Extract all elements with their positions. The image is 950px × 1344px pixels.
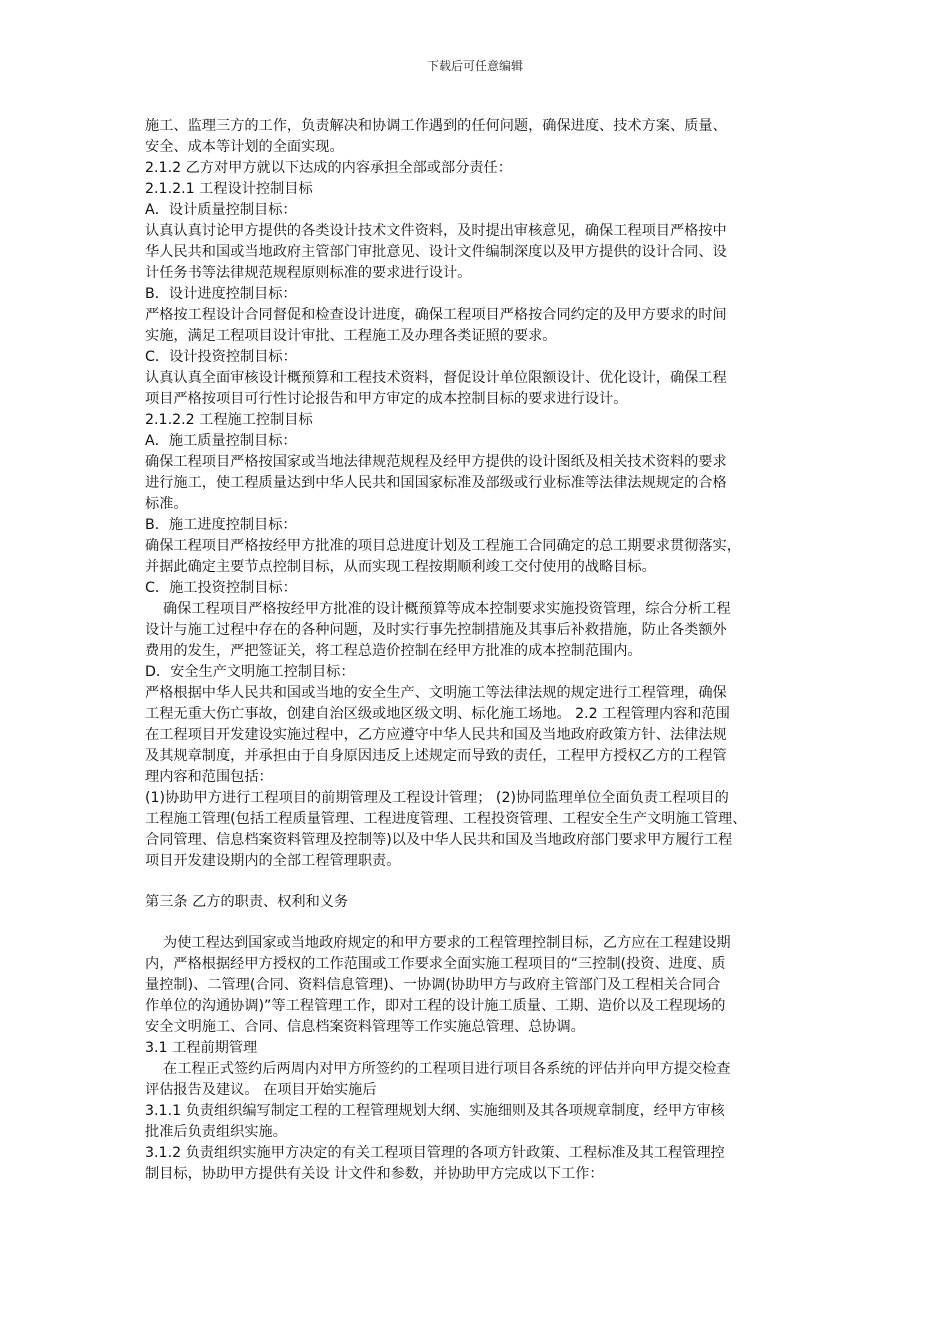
text-line: 项目严格按项目可行性讨论报告和甲方审定的成本控制目标的要求进行设计。: [145, 391, 628, 407]
text-line: 安全、成本等计划的全面实现。: [145, 139, 344, 155]
text-line: 合同管理、信息档案资料管理及控制等)以及中华人民共和国及当地政府部门要求甲方履行工程: [145, 832, 733, 848]
text-line: 工程无重大伤亡事故，创建自治区级或地区级文明、标化施工场地。 2.2 工程管理内容和范围: [145, 706, 730, 722]
text-line: 实施，满足工程项目设计审批、工程施工及办理各类证照的要求。: [145, 328, 557, 344]
text-line: 在工程项目开发建设实施过程中，乙方应遵守中华人民共和国及当地政府政策方针、法律法规: [145, 727, 727, 743]
text-line: 评估报告及建议。 在项目开始实施后: [145, 1082, 377, 1098]
text-line: 制目标，协助甲方提供有关设 计文件和参数，并协助甲方完成以下工作：: [145, 1166, 604, 1182]
text-line: 华人民共和国或当地政府主管部门审批意见、设计文件编制深度以及甲方提供的设计合同、设: [145, 244, 727, 260]
text-line: 作单位的沟通协调)”等工程管理工作，即对工程的设计施工质量、工期、造价以及工程现场的: [145, 998, 726, 1014]
text-line: 严格根据中华人民共和国或当地的安全生产、文明施工等法律法规的规定进行工程管理，确保: [145, 685, 727, 701]
text-line: 施工、监理三方的工作，负责解决和协调工作遇到的任何问题，确保进度、技术方案、质量、: [145, 118, 727, 134]
text-line: A．施工质量控制目标：: [145, 433, 297, 449]
text-line: B．设计进度控制目标：: [145, 286, 297, 302]
text-line: 2.1.2.2 工程施工控制目标: [145, 412, 313, 428]
text-line: B．施工进度控制目标：: [145, 517, 297, 533]
text-line: 计任务书等法律规范规程原则标准的要求进行设计。: [145, 265, 472, 281]
text-line: 标准。: [145, 496, 188, 512]
text-line: 2.1.2 乙方对甲方就以下达成的内容承担全部或部分责任：: [145, 160, 512, 176]
section-heading: 第三条 乙方的职责、权利和义务: [145, 894, 349, 910]
document-body: [145, 116, 817, 1185]
text-line: 项目开发建设期内的全部工程管理职责。: [145, 853, 401, 869]
text-line: 及其规章制度，并承担由于自身原因违反上述规定而导致的责任，工程甲方授权乙方的工程管: [145, 748, 727, 764]
text-line: C．施工投资控制目标：: [145, 580, 297, 596]
text-line: D．安全生产文明施工控制目标：: [145, 664, 355, 680]
text-line: 3.1.2 负责组织实施甲方决定的有关工程项目管理的各项方针政策、工程标准及其工程管理控: [145, 1145, 725, 1161]
text-line: 在工程正式签约后两周内对甲方所签约的工程项目进行项目各系统的评估并向甲方提交检查: [145, 1061, 731, 1077]
text-line: A．设计质量控制目标：: [145, 202, 297, 218]
text-line: 费用的发生，严把签证关，将工程总造价控制在经甲方批准的成本控制范围内。: [145, 643, 642, 659]
text-line: 确保工程项目严格按经甲方批准的设计概预算等成本控制要求实施投资管理，综合分析工程: [145, 601, 731, 617]
text-line: 批准后负责组织实施。: [145, 1124, 287, 1140]
text-line: 认真认真全面审核设计概预算和工程技术资料，督促设计单位限额设计、优化设计，确保工程: [145, 370, 727, 386]
text-line: 并据此确定主要节点控制目标，从而实现工程按期顺利竣工交付使用的战略目标。: [145, 559, 656, 575]
text-line: 认真认真讨论甲方提供的各类设计技术文件资料，及时提出审核意见，确保工程项目严格按中: [145, 223, 727, 239]
text-line: 2.1.2.1 工程设计控制目标: [145, 181, 313, 197]
text-line: 确保工程项目严格按经甲方批准的项目总进度计划及工程施工合同确定的总工期要求贯彻落实，: [145, 538, 741, 554]
text-line: 确保工程项目严格按国家或当地法律规范规程及经甲方提供的设计图纸及相关技术资料的要求: [145, 454, 727, 470]
text-line: 3.1.1 负责组织编写制定工程的工程管理规划大纲、实施细则及其各项规章制度，经甲方审核: [145, 1103, 725, 1119]
text-line: 量控制)、二管理(合同、资料信息管理)、一协调(协助甲方与政府主管部门及工程相关合同合: [145, 977, 721, 993]
paragraph-gap: [145, 872, 817, 892]
text-line: 内，严格根据经甲方授权的工作范围或工作要求全面实施工程项目的“三控制(投资、进度、质: [145, 956, 726, 972]
text-line: 严格按工程设计合同督促和检查设计进度，确保工程项目严格按合同约定的及甲方要求的时间: [145, 307, 727, 323]
text-line: 工程施工管理(包括工程质量管理、工程进度管理、工程投资管理、工程安全生产文明施工管理、: [145, 811, 747, 827]
text-line: (1)协助甲方进行工程项目的前期管理及工程设计管理； (2)协同监理单位全面负责工程项目的: [145, 790, 729, 806]
page-header: 下载后可任意编辑: [426, 59, 523, 73]
subsection-heading: 3.1 工程前期管理: [145, 1040, 258, 1056]
text-line: 进行施工，使工程质量达到中华人民共和国国家标准及部级或行业标准等法律法规规定的合格: [145, 475, 727, 491]
text-line: 理内容和范围包括：: [145, 769, 273, 785]
text-line: 为使工程达到国家或当地政府规定的和甲方要求的工程管理控制目标，乙方应在工程建设期: [145, 935, 731, 951]
text-line: 安全文明施工、合同、信息档案资料管理等工作实施总管理、总协调。: [145, 1019, 585, 1035]
text-line: 设计与施工过程中存在的各种问题，及时实行事先控制措施及其事后补救措施，防止各类额外: [145, 622, 727, 638]
paragraph-gap: [145, 913, 817, 933]
text-line: C．设计投资控制目标：: [145, 349, 297, 365]
